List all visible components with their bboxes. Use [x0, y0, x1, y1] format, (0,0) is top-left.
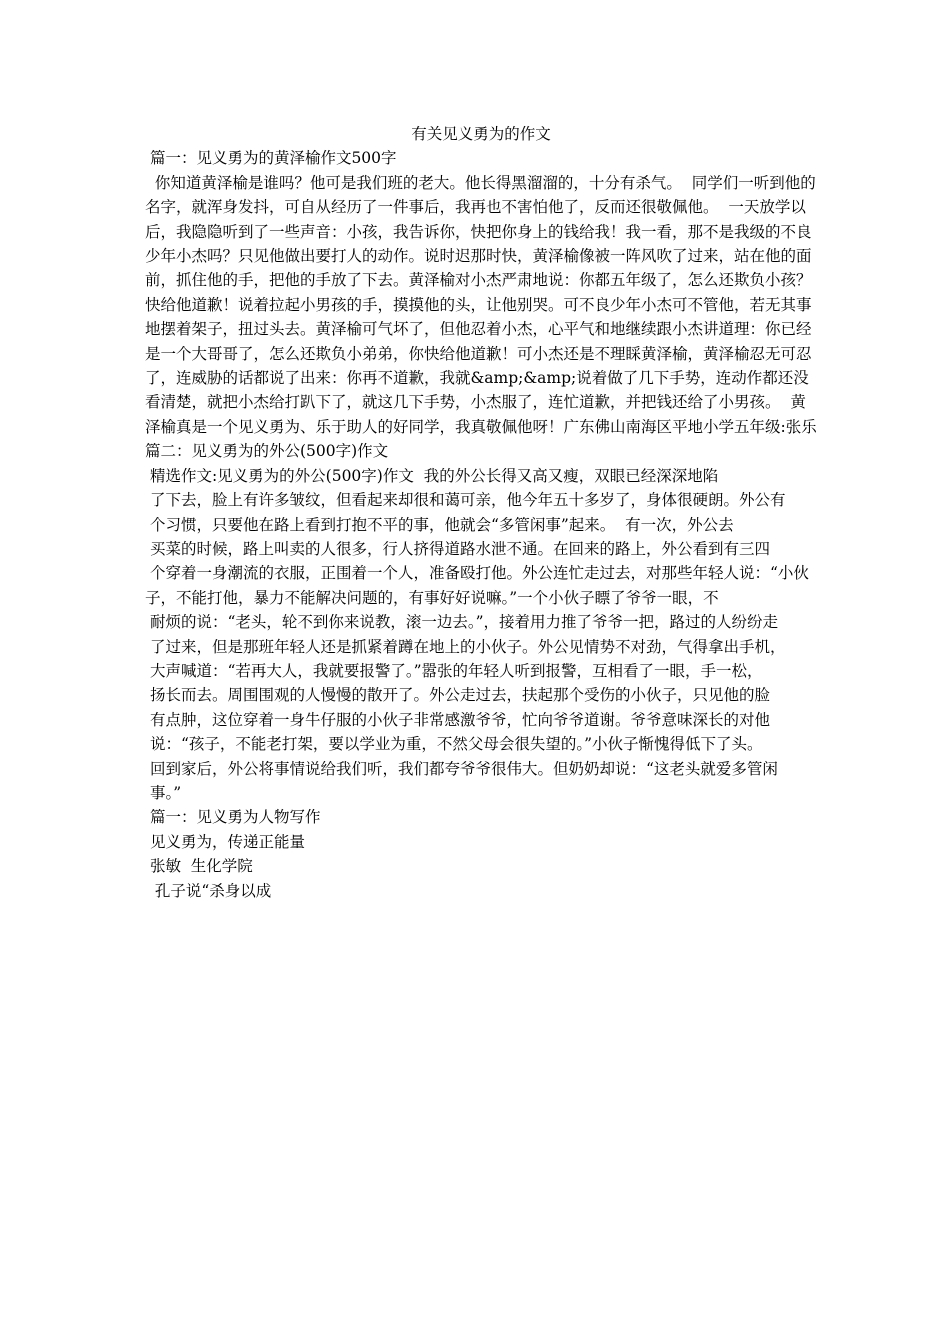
heading-essay-3: 篇一：见义勇为人物写作	[145, 808, 321, 827]
subtitle-line: 见义勇为，传递正能量	[145, 832, 305, 851]
text-line: 回到家后，外公将事情说给我们听，我们都夸爷爷很伟大。但奶奶却说：“这老头就爱多管闲	[145, 759, 778, 778]
text-line: 精选作文:见义勇为的外公(500字)作文 我的外公长得又高又瘦，双眼已经深深地陷	[145, 466, 719, 485]
text-line: 耐烦的说：“老头，轮不到你来说教，滚一边去。”，接着用力推了爷爷一把，路过的人纷纷走	[145, 613, 779, 632]
text-line: 大声喊道：“若再大人，我就要报警了。”嚣张的年轻人听到报警，互相看了一眼，手一松，	[145, 661, 763, 680]
text-line: 扬长而去。周围围观的人慢慢的散开了。外公走过去，扶起那个受伤的小伙子，只见他的脸	[145, 686, 770, 705]
heading-essay-2: 篇二：见义勇为的外公(500字)作文	[145, 442, 389, 461]
heading-essay-1: 篇一：见义勇为的黄泽榆作文500字	[145, 149, 397, 168]
paragraph-essay-1: 你知道黄泽榆是谁吗？他可是我们班的老大。他长得黑溜溜的，十分有杀气。 同学们一听到他的名字，就浑身发抖，可自从经历了一件事后，我再也不害怕他了，反而还很敬佩他。 一天放学以后，我隐隐听到了一些声音：小孩，我告诉你，快把你身上的钱给我！我一看，那不是我级的不良少年小杰吗？只见他做出要打人的动作。说时迟那时快，黄泽榆像被一阵风吹了过来，站在他的面前，抓住他的手，把他的手放了下去。黄泽榆对小杰严肃地说：你都五年级了，怎么还欺负小孩？快给他道歉！说着拉起小男孩的手，摸摸他的头，让他别哭。可不良少年小杰可不管他，若无其事地摆着架子，扭过头去。黄泽榆可气坏了，但他忍着小杰，心平气和地继续跟小杰讲道理：你已经是一个大哥哥了，怎么还欺负小弟弟，你快给他道歉！可小杰还是不理睬黄泽榆，黄泽榆忍无可忍了，连威胁的话都说了出来：你再不道歉，我就&amp;&amp;说着做了几下手势，连动作都还没看清楚，就把小杰给打趴下了，就这几下手势，小杰服了，连忙道歉，并把钱还给了小男孩。 黄泽榆真是一个见义勇为、乐于助人的好同学，我真敬佩他呀！广东佛山南海区平地小学五年级:张乐	[145, 173, 817, 436]
text-line: 事。”	[145, 783, 182, 802]
document-page	[145, 122, 817, 903]
text-line: 说：“孩子，不能老打架，要以学业为重，不然父母会很失望的。”小伙子惭愧得低下了头。	[145, 735, 763, 754]
text-line: 买菜的时候，路上叫卖的人很多，行人挤得道路水泄不通。在回来的路上，外公看到有三四	[145, 539, 770, 558]
text-line: 个习惯，只要他在路上看到打抱不平的事，他就会“多管闲事”起来。 有一次，外公去	[145, 515, 734, 534]
text-line: 有点肿，这位穿着一身牛仔服的小伙子非常感激爷爷，忙向爷爷道谢。爷爷意味深长的对他	[145, 710, 770, 729]
author-line: 张敏 生化学院	[145, 857, 253, 876]
document-title: 有关见义勇为的作文	[411, 125, 551, 143]
text-line: 了下去，脸上有许多皱纹，但看起来却很和蔼可亲，他今年五十多岁了，身体很硬朗。外公有	[145, 491, 786, 510]
text-line: 了过来，但是那班年轻人还是抓紧着蹲在地上的小伙子。外公见情势不对劲，气得拿出手机，	[145, 637, 786, 656]
text-line: 个穿着一身潮流的衣服，正围着一个人，准备殴打他。外公连忙走过去，对那些年轻人说：“小伙子，不能打他，暴力不能解决问题的，有事好好说嘛。”一个小伙子瞟了爷爷一眼，不	[145, 564, 809, 607]
text-line: 孔子说“杀身以成	[145, 881, 272, 900]
